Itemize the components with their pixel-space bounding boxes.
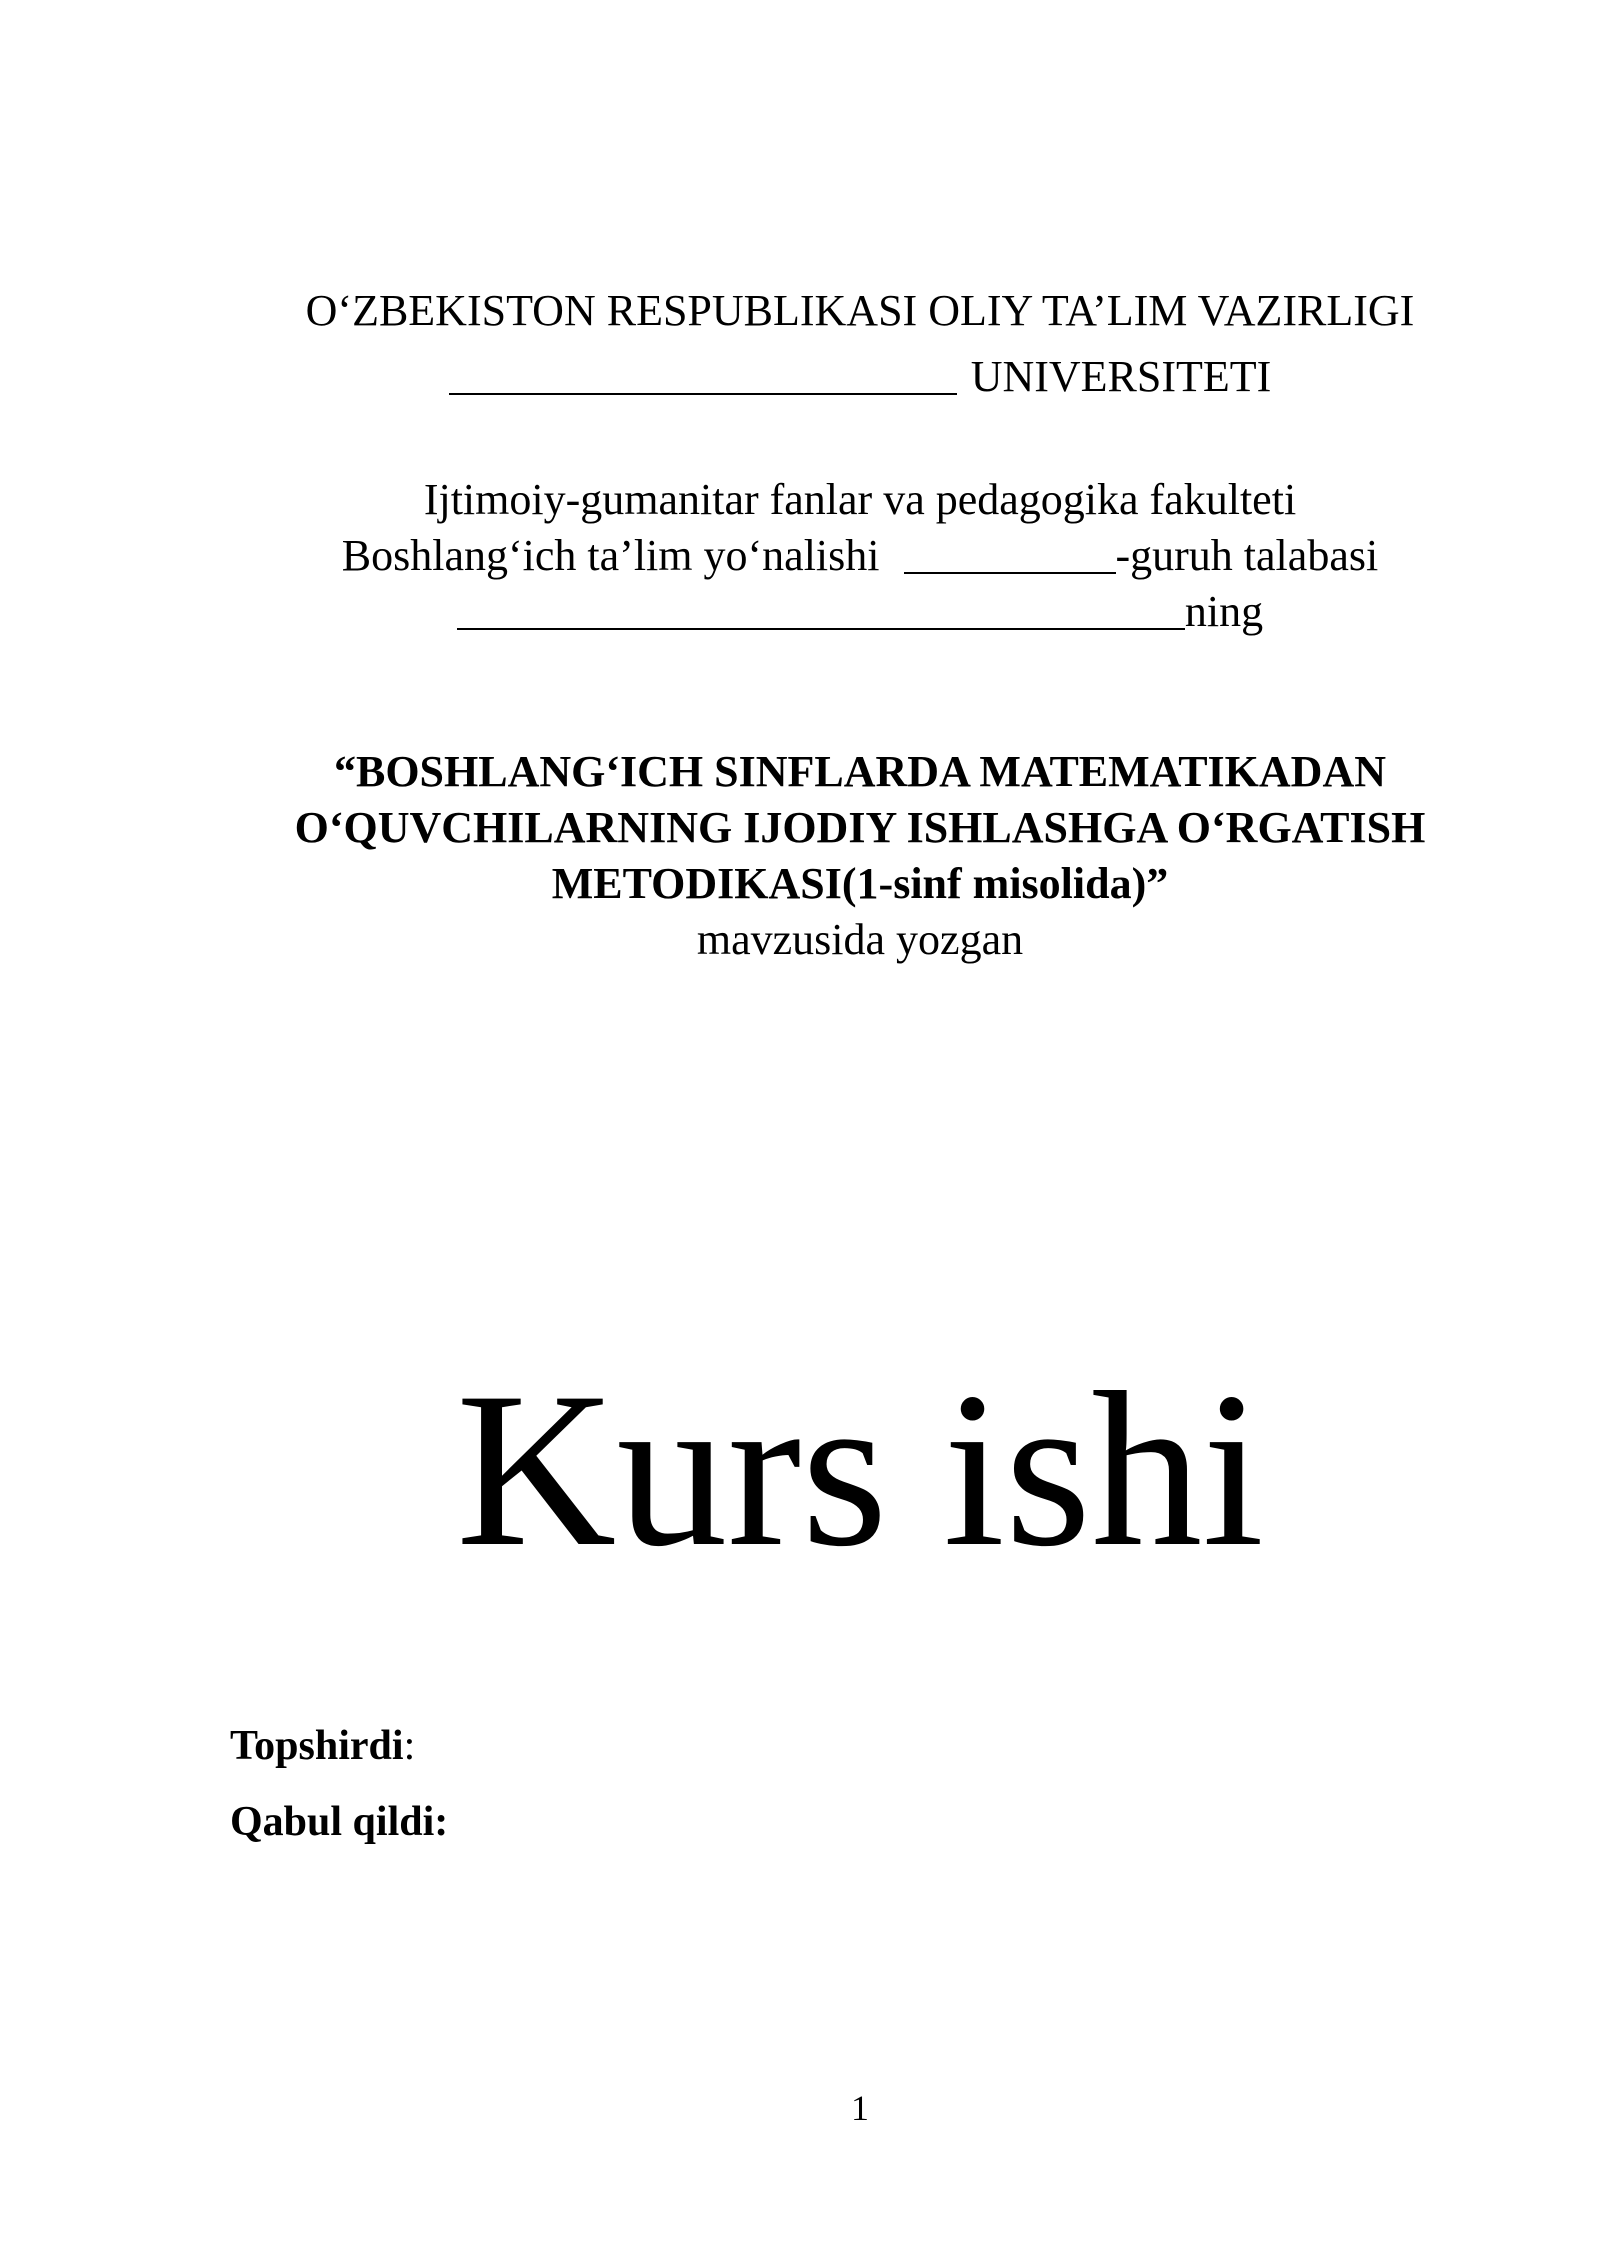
university-line: [200, 344, 1520, 410]
student-name-line: [200, 584, 1520, 640]
signature-block: [230, 1708, 448, 1860]
submitted-label: Topshirdi: [230, 1723, 404, 1769]
topic-title-line-1: “BOSHLANG‘ICH SINFLARDA MATEMATIKADAN: [333, 747, 1386, 796]
faculty-block: [200, 472, 1520, 640]
university-name-blank: [449, 353, 957, 395]
page-number: 1: [851, 2088, 869, 2128]
accepted-line: [230, 1784, 448, 1860]
direction-line: [200, 528, 1520, 584]
direction-name: Boshlang‘ich ta’lim yo‘nalishi: [341, 531, 880, 580]
faculty-name: Ijtimoiy-gumanitar fanlar va pedagogika fakulteti: [423, 475, 1297, 524]
topic-written-on: mavzusida yozgan: [696, 915, 1024, 964]
topic-block: [200, 744, 1520, 968]
group-suffix: -guruh talabasi: [1115, 531, 1379, 580]
student-name-blank: [457, 588, 1185, 630]
topic-title-line-3: METODIKASI(1-sinf misolida)”: [551, 859, 1169, 908]
university-suffix: UNIVERSITETI: [970, 352, 1272, 401]
topic-title-line-2: O‘QUVCHILARNING IJODIY ISHLASHGA O‘RGATISH: [294, 803, 1426, 852]
header-block: [200, 278, 1520, 410]
student-name-suffix: ning: [1184, 587, 1264, 636]
group-number-blank: [904, 532, 1116, 574]
submitted-line: [230, 1708, 448, 1784]
accepted-label: Qabul qildi:: [230, 1799, 449, 1845]
submitted-colon: :: [403, 1723, 416, 1769]
work-type-title: Kurs ishi: [456, 1347, 1264, 1593]
ministry-line: O‘ZBEKISTON RESPUBLIKASI OLIY TA’LIM VAZIRLIGI: [305, 286, 1415, 335]
